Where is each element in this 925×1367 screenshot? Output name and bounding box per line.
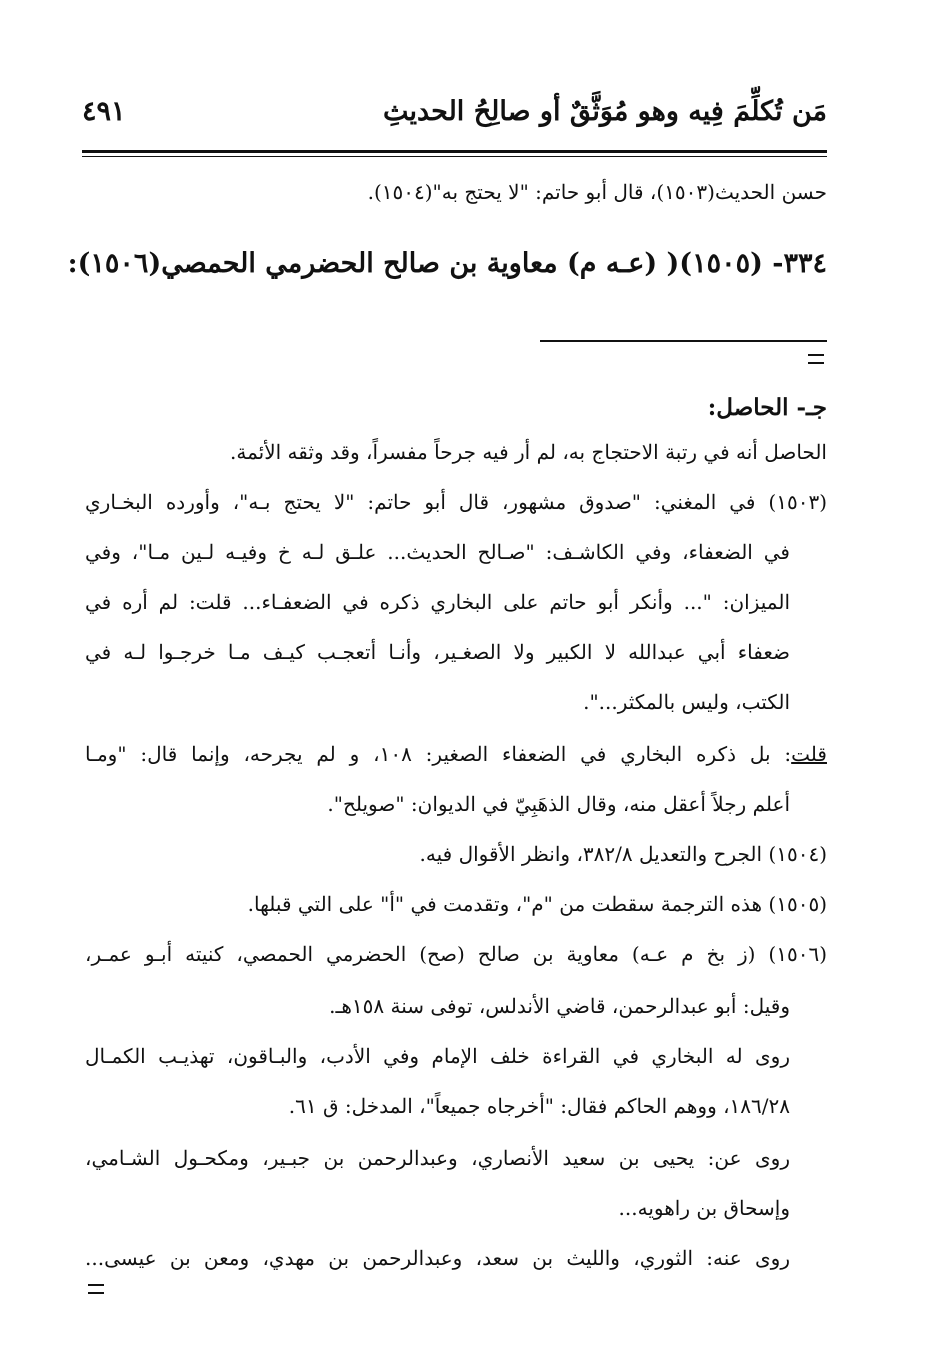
continuation-mark	[808, 354, 824, 364]
page-number: ٤٩١	[82, 96, 126, 127]
footnote-1503-line-4: ضعفاء أبي عبدالله لا الكبير ولا الصغـير، وأنـا أتعجـب كيـف مـا خرجـوا لـه في	[85, 640, 790, 664]
header-rule-thick	[82, 150, 827, 153]
qult-line-1	[85, 742, 827, 766]
qult-word: قلت	[791, 742, 827, 766]
footnote-1503-line-3: الميزان: "... وأنكر أبو حاتم على البخاري ذكره في الضعفـاء... قلت: لم أره في	[85, 590, 790, 614]
running-header	[82, 96, 827, 152]
footnote-1506-line-2: وقيل: أبو عبدالرحمن، قاضي الأندلس، توفى سنة ١٥٨هـ.	[329, 994, 790, 1018]
qult-line-2: أعلم رجلاً أعقل منه، وقال الذهَبِيّ في الديوان: "صويلح".	[327, 792, 790, 816]
footnote-separator	[540, 340, 827, 342]
qult-rest: : بل ذكره البخاري في الضعفاء الصغير: ١٠٨، و لم يجرحه، وإنما قال: "ومـا	[85, 742, 792, 766]
summary-line: الحاصل أنه في رتبة الاحتجاج به، لم أر فيه جرحاً مفسراً، وقد وثقه الأئمة.	[230, 440, 827, 464]
footnote-1505: (١٥٠٥) هذه الترجمة سقطت من "م"، وتقدمت في "أ" على التي قبلها.	[247, 892, 827, 916]
footnote-1504: (١٥٠٤) الجرح والتعديل ٣٨٢/٨، وانظر الأقوال فيه.	[419, 842, 827, 866]
header-rule-thin	[82, 156, 827, 157]
footnote-1503-line-5: الكتب، وليس بالمكثر...".	[583, 690, 790, 714]
body-line-1: حسن الحديث(١٥٠٣)، قال أبو حاتم: "لا يحتج به"(١٥٠٤).	[367, 180, 827, 204]
rawa-an-line-2: وإسحاق بن راهويه...	[618, 1196, 790, 1220]
rawa-an-line-1: روى عن: يحيى بن سعيد الأنصاري، وعبدالرحمن بن جبـير، ومكحـول الشـامي،	[85, 1146, 790, 1170]
footnote-1503-line-1: (١٥٠٣) في المغني: "صدوق مشهور، قال أبو حاتم: "لا يحتج بـه"، وأورده البخـاري	[85, 490, 827, 514]
rawa-lahu-line-1: روى له البخاري في القراءة خلف الإمام وفي الأدب، والبـاقون، تهذيـب الكمـال	[85, 1044, 790, 1068]
rawa-anhu-line: روى عنه: الثوري، والليث بن سعد، وعبدالرحمن بن مهدي، ومعن بن عيسى...	[85, 1246, 791, 1270]
footnote-1506-line-1: (١٥٠٦) (ز بخ م عـه) معاوية بن صالح (صح) الحضرمي الحمصي، كنيته أبـو عمـر،	[85, 942, 827, 966]
continuation-mark-bottom	[88, 1284, 104, 1294]
section-heading: جـ- الحاصل:	[707, 394, 827, 421]
entry-heading: ٣٣٤- (١٥٠٥)( (عـه م) معاوية بن صالح الحضرمي الحمصي(١٥٠٦):	[67, 248, 827, 279]
running-title: مَن تُكلِّمَ فِيه وهو مُوَثَّقٌ أو صالِحُ الحديثِ	[382, 96, 827, 127]
footnote-1503-line-2: في الضعفاء، وفي الكاشـف: "صـالح الحديث... علـق لـه خ وفيـه لـين مـا"، وفي	[85, 540, 790, 564]
rawa-lahu-line-2: ١٨٦/٢٨، ووهم الحاكم فقال: "أخرجاه جميعاً"، المدخل: ق ٦١.	[288, 1094, 790, 1118]
